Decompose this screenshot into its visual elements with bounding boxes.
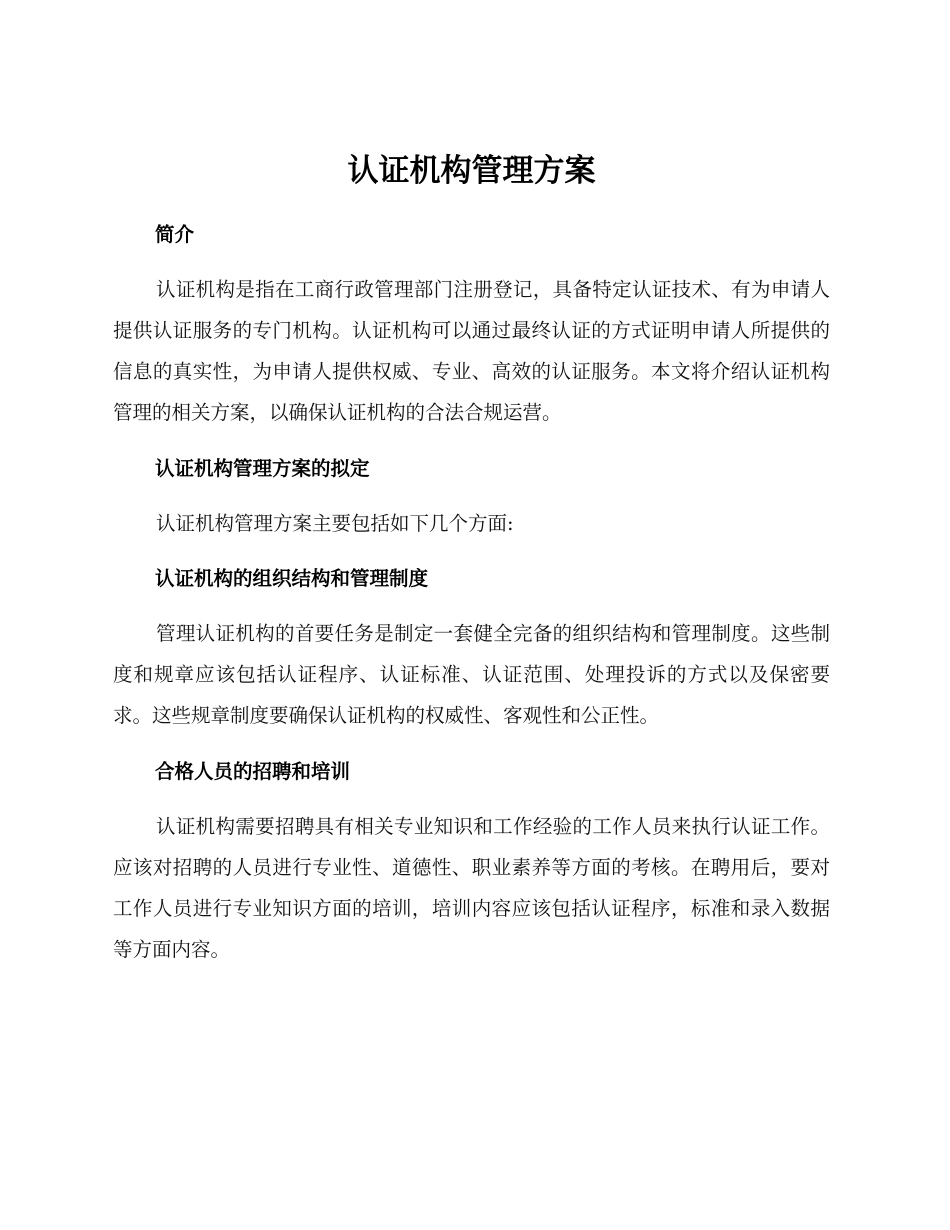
paragraph-organization: 管理认证机构的首要任务是制定一套健全完备的组织结构和管理制度。这些制度和规章应该包括认证程序、认证标准、认证范围、处理投诉的方式以及保密要求。这些规章制度要确保认证机构的权威性、客观性和公正性。 — [113, 622, 830, 727]
spacer — [113, 736, 830, 751]
spacer — [113, 255, 830, 269]
spacer — [113, 599, 830, 613]
section-heading-recruitment: 合格人员的招聘和培训 — [155, 760, 351, 783]
section-heading-intro: 简介 — [155, 223, 195, 246]
document-title: 认证机构管理方案 — [347, 153, 596, 189]
spacer — [113, 433, 830, 448]
section-heading-organization: 认证机构的组织结构和管理制度 — [155, 567, 429, 590]
spacer — [113, 792, 830, 806]
paragraph-plan-drafting: 认证机构管理方案主要包括如下几个方面: — [156, 512, 514, 535]
section-heading-plan-drafting: 认证机构管理方案的拟定 — [155, 457, 370, 480]
spacer — [113, 544, 830, 558]
paragraph-intro: 认证机构是指在工商行政管理部门注册登记，具备特定认证技术、有为申请人提供认证服务的专门机构。认证机构可以通过最终认证的方式证明申请人所提供的信息的真实性，为申请人提供权威、专业、高效的认证服务。本文将介绍认证机构管理的相关方案，以确保认证机构的合法合规运营。 — [113, 278, 830, 424]
spacer — [113, 489, 830, 503]
paragraph-recruitment: 认证机构需要招聘具有相关专业知识和工作经验的工作人员来执行认证工作。应该对招聘的人员进行专业性、道德性、职业素养等方面的考核。在聘用后，要对工作人员进行专业知识方面的培训，培训内容应该包括认证程序，标准和录入数据等方面内容。 — [113, 815, 830, 961]
